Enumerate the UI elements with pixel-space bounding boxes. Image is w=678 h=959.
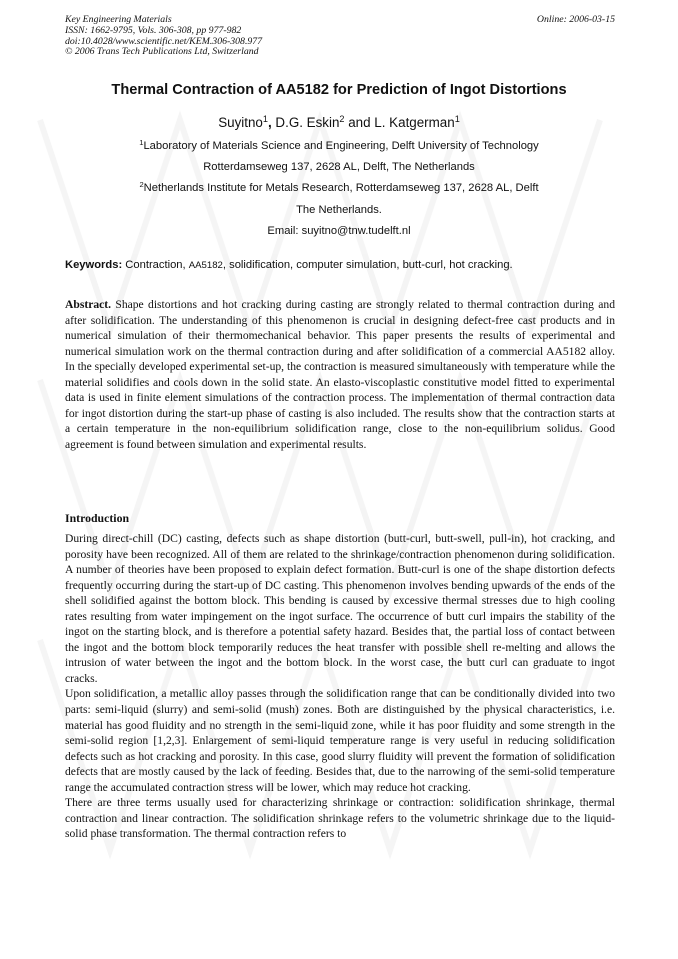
paragraph: During direct-chill (DC) casting, defects such as shape distortion (butt-curl, butt-swell, pull-in), hot cracking, and porosity have been recognized. All of them are related to the shrinkage/contraction phenomenon during solidification. A number of theories have been proposed to explain defect formation. Butt-curl is one of the shape distortion defects frequently occurring during the start-up of DC casting. This phenomenon involves bending upwards of the ends of the shell solidified against the bottom block. This bending is caused by excessive thermal stresses due to high cooling rates resulting from water impingement on the ingot surface. The occurrence of butt curl impairs the stability of the ingot on the starting block, and is therefore a potential safety hazard. Besides that, the partial loss of contact between the ingot and the bottom block temporarily reduces the heat transfer with possible shell re-melting and allows the intrusion of water between the ingot and the bottom block. In the worst case, the butt curl can graduate to ingot cracks. — [65, 532, 615, 685]
author-affiliation-mark: 2 — [339, 114, 345, 124]
paragraph: There are three terms usually used for characterizing shrinkage or contraction: solidification shrinkage, thermal contraction and linear contraction. The solidification shrinkage refers to the volumetric shrinkage due to the liquid-solid phase transformation. The thermal contraction refers to — [65, 796, 615, 841]
doi-line: doi:10.4028/www.scientific.net/KEM.306-308.977 — [65, 35, 263, 47]
abstract-text: Shape distortions and hot cracking during casting are strongly related to thermal contraction during and after solidification. The understanding of this phenomenon is crucial in designing defect-free cast products and in numerical simulation of their thermomechanical behavior. This paper presents the results of experimental and numerical simulation work on the thermal contraction during and after solidification of a commercial AA5182 alloy. In the specially developed experimental set-up, the contraction is measured simultaneously with temperature while the material solidifies and cools down in the solid state. An elasto-viscoplastic constitutive model fitted to experimental data is used in finite element simulations of the contraction process. The implementation of thermal contraction data for ingot distortion during the start-up phase of casting is also included. The results show that the contraction starts at a certain temperature in the non-equilibrium solidification range, close to the non-equilibrium solidus. Good agreement is found between simulation and experimental results. — [65, 298, 615, 451]
affiliation-2-address: The Netherlands. — [296, 204, 382, 216]
author-separator: and — [344, 115, 375, 130]
affiliation-1 — [0, 137, 678, 152]
paper-title: Thermal Contraction of AA5182 for Prediction of Ingot Distortions — [111, 82, 567, 98]
affiliation-mark: 1 — [139, 137, 144, 147]
section-heading-introduction: Introduction — [65, 511, 130, 525]
keywords-text: Contraction, — [122, 259, 189, 271]
copyright-line: © 2006 Trans Tech Publications Ltd, Switzerland — [65, 46, 259, 58]
keywords — [65, 259, 615, 271]
journal-name: Key Engineering Materials — [65, 14, 172, 25]
author-name: Suyitno — [218, 115, 263, 130]
affiliation-1-address: Rotterdamseweg 137, 2628 AL, Delft, The Netherlands — [203, 161, 475, 173]
author-name: L. Katgerman — [374, 115, 455, 130]
introduction-body — [65, 531, 615, 842]
author-list — [0, 115, 678, 130]
affiliation-text: Laboratory of Materials Science and Engineering, Delft University of Technology — [143, 140, 539, 152]
paragraph: Upon solidification, a metallic alloy passes through the solidification range that can be conditionally divided into two parts: semi-liquid (slurry) and semi-solid (mush) zones. Both are distinguished by the physical characteristics, i.e. material has good fluidity and no strength in the semi-liquid zone, while it has poor fluidity and some strength in the semi-solid region [1,2,3]. Enlargement of semi-liquid temperature range is very useful in reducing solidification defects such as hot cracking and porosity. In this case, good slurry fluidity will prevent the formation of solidification defects that are mostly caused by the lack of feeding. Besides that, due to the narrowing of the semi-solid temperature range the accumulated contraction stress will be lower, which may reduce hot cracking. — [65, 687, 615, 794]
keywords-alloy: AA5182 — [188, 260, 223, 271]
issn-line: ISSN: 1662-9795, Vols. 306-308, pp 977-982 — [65, 24, 242, 36]
online-date: Online: 2006-03-15 — [536, 14, 615, 25]
keywords-label: Keywords: — [65, 259, 123, 271]
journal-header — [65, 15, 615, 58]
author-affiliation-mark: 1 — [454, 114, 460, 124]
contact-email: Email: suyitno@tnw.tudelft.nl — [267, 225, 411, 237]
abstract-label: Abstract. — [65, 298, 112, 311]
author-affiliation-mark: 1 — [262, 114, 268, 124]
author-separator: , — [267, 115, 276, 130]
author-name: D.G. Eskin — [275, 115, 340, 130]
keywords-text: , solidification, computer simulation, butt-curl, hot cracking. — [222, 259, 513, 271]
abstract — [65, 297, 615, 452]
affiliation-text: Netherlands Institute for Metals Research, Rotterdamseweg 137, 2628 AL, Delft — [143, 182, 539, 194]
affiliation-2 — [0, 179, 678, 194]
affiliation-mark: 2 — [139, 179, 144, 189]
